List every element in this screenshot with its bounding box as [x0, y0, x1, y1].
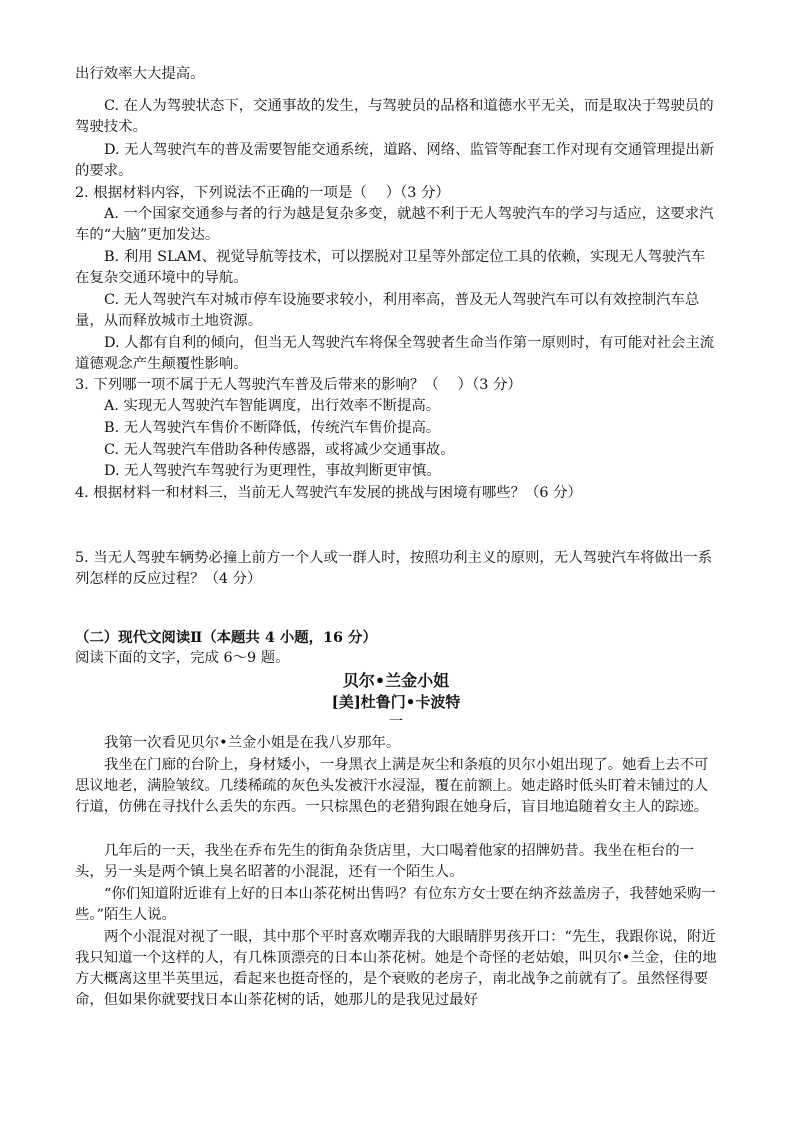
paragraph-3: 几年后的一天，我坐在乔布先生的街角杂货店里，大口喝着他家的招牌奶昔。我坐在柜台的一头，另一头是两个镇上臭名昭著的小混混，还有一个陌生人。 [75, 843, 695, 880]
section-heading: （二）现代文阅读Ⅱ（本题共 4 小题，16 分） [75, 629, 377, 646]
q2-option-a: A. 一个国家交通参与者的行为越是复杂多变，就越不利于无人驾驶汽车的学习与适应，这要求汽车的“大脑”更加发达。 [75, 206, 714, 243]
q3-option-a: A. 实现无人驾驶汽车智能调度，出行效率不断提高。 [104, 398, 441, 414]
part-number: 一 [388, 714, 404, 730]
paragraph-4: “你们知道附近谁有上好的日本山茶花树出售吗？有位东方女士要在纳齐兹盖房子，我替她采购一些。”陌生人说。 [75, 886, 716, 923]
q2-option-c: C. 无人驾驶汽车对城市停车设施要求较小，利用率高，普及无人驾驶汽车可以有效控制汽车总量，从而释放城市土地资源。 [75, 292, 700, 329]
text-line: 出行效率大大提高。 [75, 66, 205, 82]
option-c-q1: C. 在人为驾驶状态下，交通事故的发生，与驾驶员的品格和道德水平无关，而是取决于驾驶员的驾驶技术。 [75, 98, 714, 135]
story-author: [美]杜鲁门•卡波特 [331, 693, 461, 711]
q2-option-d: D. 人都有自利的倾向，但当无人驾驶汽车将保全驾驶者生命当作第一原则时，有可能对社会主流道德观念产生颠覆性影响。 [75, 335, 715, 372]
q2-option-b: B. 利用 SLAM、视觉导航等技术，可以摆脱对卫星等外部定位工具的依赖，实现无人驾驶汽车在复杂交通环境中的导航。 [75, 249, 706, 286]
instructions: 阅读下面的文字，完成 6～9 题。 [75, 650, 290, 666]
question-3: 3. 下列哪一项不属于无人驾驶汽车普及后带来的影响？（ ）（3 分） [75, 377, 522, 393]
question-5: 5. 当无人驾驶车辆势必撞上前方一个人或一群人时，按照功利主义的原则，无人驾驶汽车将做出一系列怎样的反应过程？（4 分） [75, 550, 713, 587]
question-2: 2. 根据材料内容，下列说法不正确的一项是（ ）（3 分） [75, 185, 450, 201]
paragraph-1: 我第一次看见贝尔•兰金小姐是在我八岁那年。 [104, 735, 401, 751]
q3-option-c: C. 无人驾驶汽车借助各种传感器，或将减少交通事故。 [104, 442, 455, 458]
paragraph-2: 我坐在门廊的台阶上，身材矮小，一身黑衣上满是灰尘和条痕的贝尔小姐出现了。她看上去不可思议地老，满脸皱纹。几缕稀疏的灰色头发被汗水浸湿，覆在前额上。她走路时低头盯着未铺过的人行道，仿佛在寻找什么丢失的东西。一只棕黑色的老猎狗跟在她身后，盲目地追随着女主人的踪迹。 [75, 757, 709, 815]
question-4: 4. 根据材料一和材料三，当前无人驾驶汽车发展的挑战与困境有哪些？（6 分） [75, 485, 582, 501]
paragraph-5: 两个小混混对视了一眼，其中那个平时喜欢嘲弄我的大眼睛胖男孩开口：“先生，我跟你说，附近我只知道一个这样的人，有几株顶漂亮的日本山茶花树。她是个奇怪的老姑娘，叫贝尔•兰金，住的地方大概离这里半英里远，看起来也挺奇怪的，是个衰败的老房子，南北战争之前就有了。虽然怪得要命，但如果你就要找日本山茶花树的话，她那儿的是我见过最好 [75, 929, 717, 1008]
q3-option-b: B. 无人驾驶汽车售价不断降低，传统汽车售价提高。 [104, 420, 441, 436]
story-title: 贝尔•兰金小姐 [342, 671, 450, 690]
q3-option-d: D. 无人驾驶汽车驾驶行为更理性，事故判断更审慎。 [104, 463, 441, 479]
option-d-q1: D. 无人驾驶汽车的普及需要智能交通系统，道路、网络、监管等配套工作对现有交通管理提出新的要求。 [75, 142, 715, 179]
